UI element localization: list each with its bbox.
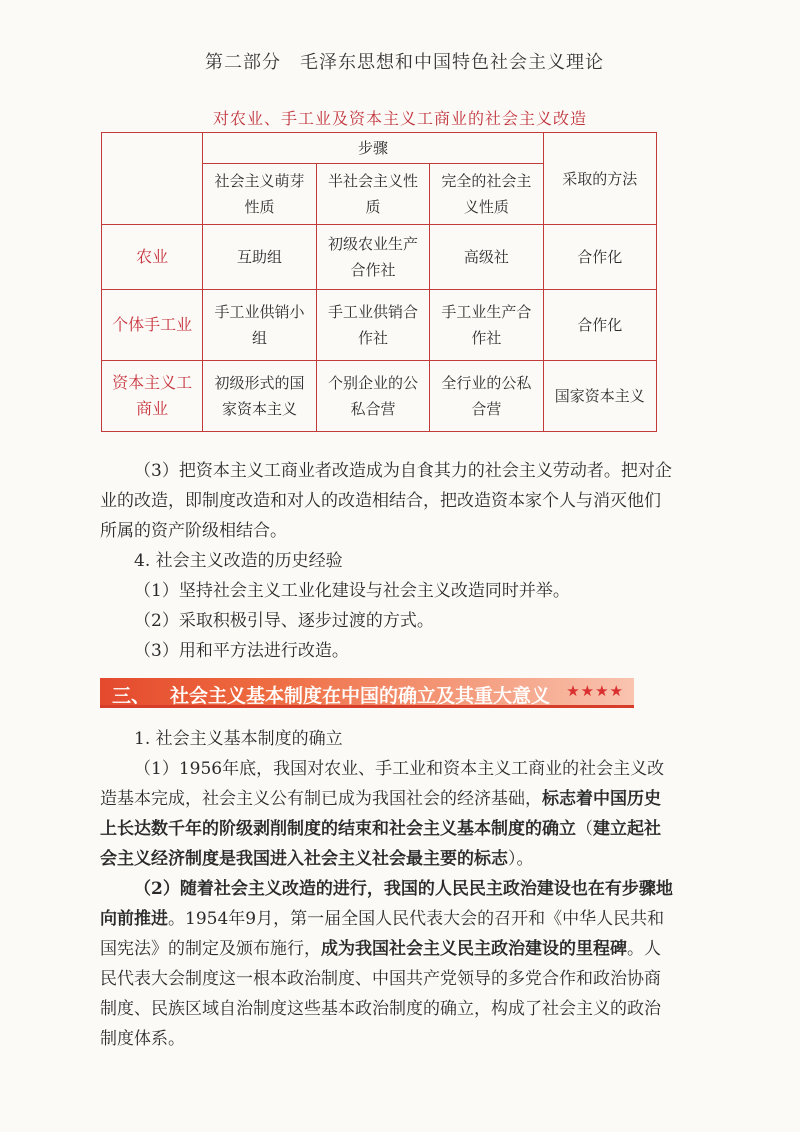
- table-corner-cell: [102, 133, 203, 225]
- table-cell: 手工业生产合作社: [430, 290, 543, 361]
- paragraph-block-upper: [100, 456, 675, 666]
- experience-item-1: （1）坚持社会主义工业化建设与社会主义改造同时并举。: [134, 581, 570, 601]
- steps-header: 步骤: [203, 133, 543, 164]
- section-banner: [100, 678, 634, 708]
- reform-table: [101, 132, 657, 432]
- importance-stars: ★★★★: [566, 682, 624, 700]
- heading-4: 4. 社会主义改造的历史经验: [134, 551, 343, 571]
- table-row: [102, 225, 657, 290]
- step-column-header: 完全的社会主义性质: [430, 164, 543, 225]
- table-caption: 对农业、手工业及资本主义工商业的社会主义改造: [212, 109, 587, 128]
- table-cell: 初级农业生产合作社: [316, 225, 429, 290]
- table-cell: 个别企业的公私合营: [316, 361, 429, 432]
- table-cell: 互助组: [203, 225, 316, 290]
- table-cell: 全行业的公私合营: [430, 361, 543, 432]
- paragraph-2-text-2: 。人民代表大会制度这一根本政治制度、中国共产党领导的多党合作和政治协商制度、民族区域自治制度这些基本政治制度的确立，构成了社会主义的政治制度体系。: [100, 939, 661, 1049]
- table-cell: 合作化: [543, 290, 656, 361]
- method-header: 采取的方法: [543, 133, 656, 225]
- paragraph-1-paren-close: ）。: [508, 849, 534, 869]
- table-cell: 手工业供销合作社: [316, 290, 429, 361]
- running-head: 第二部分 毛泽东思想和中国特色社会主义理论: [205, 52, 604, 73]
- paragraph-1: [100, 754, 675, 874]
- paragraph-block-lower: [100, 724, 675, 1054]
- table-cell: 手工业供销小组: [203, 290, 316, 361]
- subheading-1: 1. 社会主义基本制度的确立: [134, 729, 343, 749]
- experience-item-2: （2）采取积极引导、逐步过渡的方式。: [134, 611, 434, 631]
- section-number: 三、: [112, 685, 151, 707]
- paragraph-3: （3）把资本主义工商业者改造成为自食其力的社会主义劳动者。把对企业的改造，即制度改造和对人的改造相结合，把改造资本家个人与消灭他们所属的资产阶级相结合。: [100, 461, 672, 541]
- section-title: 社会主义基本制度在中国的确立及其重大意义: [170, 685, 551, 707]
- paragraph-1-emphasis-2: 建立起社会主义经济制度是我国进入社会主义社会最主要的标志: [100, 819, 661, 869]
- table-cell: 国家资本主义: [543, 361, 656, 432]
- row-header: 农业: [102, 225, 203, 290]
- step-column-header: 社会主义萌芽性质: [203, 164, 316, 225]
- table-cell: 初级形式的国家资本主义: [203, 361, 316, 432]
- experience-item-3: （3）用和平方法进行改造。: [134, 641, 349, 661]
- paragraph-2: [100, 874, 675, 1054]
- row-header: 个体手工业: [102, 290, 203, 361]
- paragraph-1-text: （1）1956年底，我国对农业、手工业和资本主义工商业的社会主义改造基本完成，社会主义公有制已成为我国社会的经济基础，: [100, 759, 665, 809]
- table-cell: 高级社: [430, 225, 543, 290]
- paragraph-2-text: 。1954年9月，第一届全国人民代表大会的召开和《中华人民共和国宪法》的制定及颁布施行，: [100, 909, 665, 959]
- table-header-row: [102, 133, 657, 164]
- paragraph-1-paren-open: （: [576, 819, 593, 839]
- paragraph-1-emphasis: 标志着中国历史上长达数千年的阶级剥削制度的结束和社会主义基本制度的确立: [100, 789, 661, 839]
- row-header: 资本主义工商业: [102, 361, 203, 432]
- paragraph-2-emphasis-2: 成为我国社会主义民主政治建设的里程碑: [321, 939, 627, 959]
- paragraph-2-emphasis: （2）随着社会主义改造的进行，我国的人民民主政治建设也在有步骤地向前推进: [100, 879, 673, 929]
- table-cell: 合作化: [543, 225, 656, 290]
- table-row: [102, 361, 657, 432]
- table-row: [102, 290, 657, 361]
- step-column-header: 半社会主义性质: [316, 164, 429, 225]
